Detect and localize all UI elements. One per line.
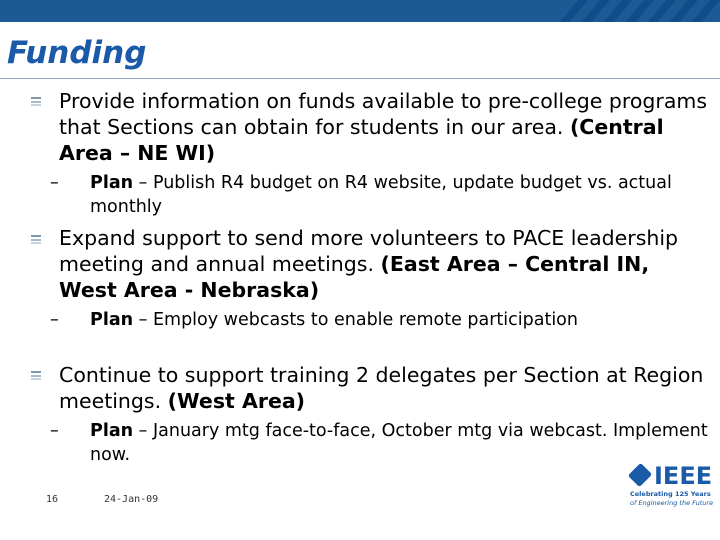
dash-marker: – [50,310,59,330]
sub-label: Plan [90,421,134,441]
bullet-icon [31,235,41,244]
sub-item-2 [50,308,720,332]
slide-title: Funding [7,35,147,71]
ieee-logo [626,458,714,510]
logo-tagline-2: of Engineering the Future [630,499,714,507]
sub-text: – Employ webcasts to enable remote participation [133,310,578,330]
ieee-emblem-icon [628,463,652,487]
bullet-item-1 [59,88,709,166]
bullet-icon [31,371,41,380]
logo-wordmark: IEEE [654,462,713,490]
sub-item-3 [50,419,720,467]
bullet-area: (East Area – Central IN, West Area - Nebraska) [59,252,650,302]
page-number: 16 [46,494,59,505]
dash-marker: – [50,173,59,193]
bullet-text: Expand support to send more volunteers to PACE leadership meeting and annual meetings. [59,226,679,276]
title-divider [0,78,720,79]
sub-text: – Publish R4 budget on R4 website, update budget vs. actual monthly [90,173,672,217]
bullet-item-2 [59,225,709,303]
dash-marker: – [50,421,59,441]
bullet-area: (Central Area – NE WI) [59,115,664,165]
footer-date: 24-Jan-09 [104,494,159,505]
sub-label: Plan [90,173,134,193]
bullet-text: Continue to support training 2 delegates per Section at Region meetings. [59,363,704,413]
bullet-icon [31,97,41,106]
top-banner [0,0,720,22]
sub-text: – January mtg face-to-face, October mtg via webcast. Implement now. [90,421,708,465]
sub-label: Plan [90,310,134,330]
bullet-area: (West Area) [167,389,306,413]
bullet-item-3 [59,362,709,414]
sub-item-1 [50,171,720,219]
logo-tagline-1: Celebrating 125 Years [630,490,711,498]
bullet-text: Provide information on funds available to pre-college programs that Sections can obtain for students in our area. [59,89,708,139]
